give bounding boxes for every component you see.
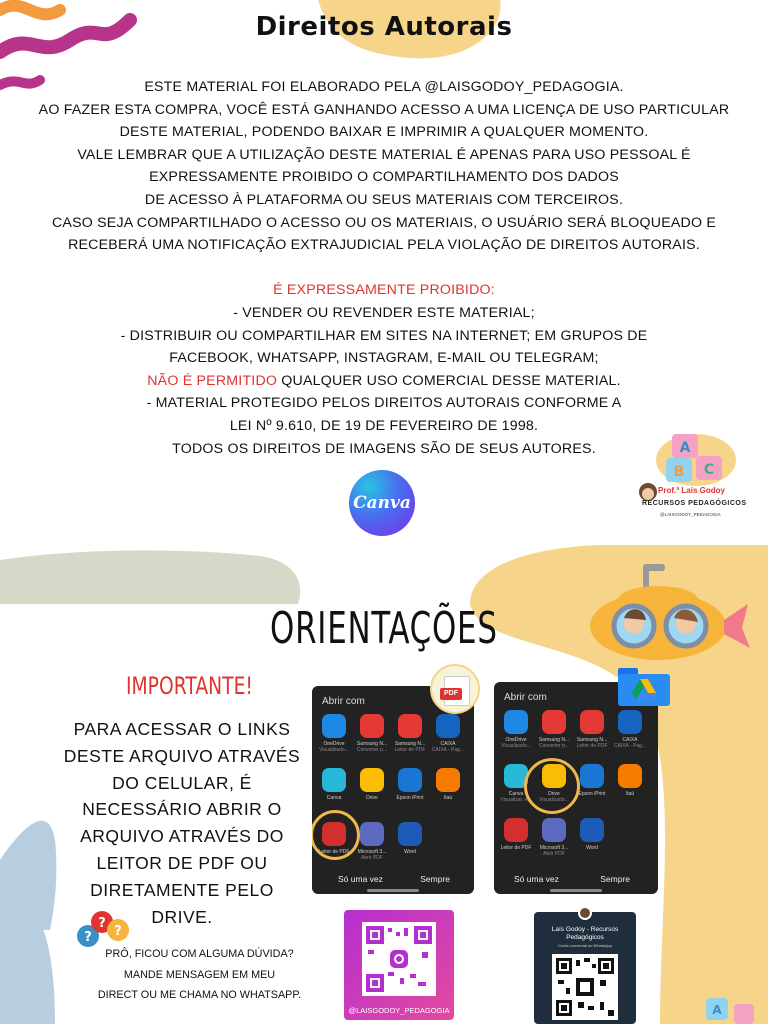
highlight-circle [524,758,580,814]
app-icon [618,764,642,788]
instagram-handle-label: @LAISGODOY_PEDAGOGIA [348,1006,450,1015]
help-line: MANDE MENSAGEM EM MEU [123,968,276,981]
app-icon [322,768,346,792]
app-icon [580,764,604,788]
app-label: Word [586,845,598,851]
always-button[interactable]: Sempre [600,874,630,884]
svg-text:A: A [712,1003,722,1017]
app-sublabel: Leitor de PDF [394,747,426,753]
app-label: Samsung N... [576,737,608,743]
whatsapp-qr-code [534,912,636,1024]
whatsapp-contact-sub: Conta comercial do WhatsApp [557,943,613,948]
always-button[interactable]: Sempre [420,874,450,884]
app-label: Epson iPrint [578,791,606,797]
just-once-button[interactable]: Só uma vez [514,874,559,884]
app-label: Epson iPrint [396,795,424,801]
app-label: Drive [548,791,560,797]
copyright-line: DE ACESSO À PLATAFORMA OU SEUS MATERIAIS COM TERCEIROS. [144,191,624,208]
svg-text:?: ? [84,930,92,945]
open-with-header: Abrir com [504,692,547,703]
brand-name: Prof.ª Laís Godoy [658,486,725,495]
app-label: OneDrive [505,737,527,743]
app-icon [580,710,604,734]
open-with-header: Abrir com [322,696,365,707]
app-sublabel: Converter p... [538,743,570,749]
svg-text:B: B [673,464,685,480]
app-label: Canva [508,791,524,797]
app-icon [360,822,384,846]
important-heading: IMPORTANTE! [126,672,253,700]
rule-line: FACEBOOK, WHATSAPP, INSTAGRAM, E-MAIL OU TELEGRAM; [169,350,599,367]
highlight-circle [312,810,360,860]
copyright-line: CASO SEJA COMPARTILHADO O ACESSO OU OS MATERIAIS, O USUÁRIO SERÁ BLOQUEADO E [51,214,717,231]
app-icon [542,710,566,734]
canva-logo-text: Canva [353,493,411,513]
brand-subtitle: RECURSOS PEDAGÓGICOS [642,500,747,507]
qr-pattern [556,958,614,1016]
app-sublabel: Visualizado... [501,743,531,749]
app-label: Canva [326,795,342,801]
copyright-line: RECEBERÁ UMA NOTIFICAÇÃO EXTRAJUDICIAL PELA VIOLAÇÃO DE DIREITOS AUTORAIS. [68,237,700,254]
home-indicator [367,889,419,892]
help-text [92,944,307,1006]
app-label: Drive [366,795,378,801]
svg-text:?: ? [98,916,106,931]
copyright-line: EXPRESSAMENTE PROIBIDO O COMPARTILHAMENTO DOS DADOS [149,169,619,186]
phone-screenshot-drive [494,682,658,894]
app-sublabel: Visualizar, e... [500,797,532,803]
app-option[interactable] [604,764,656,797]
instagram-qr-code [344,910,454,1020]
app-sublabel: Abrir PDF [543,851,565,857]
app-icon [504,818,528,842]
avatar [578,906,592,920]
app-label: Microsoft 3... [539,845,569,851]
app-label: Itaú [625,791,635,797]
app-icon [542,818,566,842]
app-sublabel: Abrir PDF [361,855,383,861]
app-icon [398,714,422,738]
submarine-illustration [588,562,752,672]
app-icon [360,768,384,792]
just-once-button[interactable]: Só uma vez [338,874,383,884]
pdf-file-icon: PDF [430,664,480,714]
app-icon [504,710,528,734]
app-label: Samsung N... [538,737,570,743]
app-icon [580,818,604,842]
app-icon [360,714,384,738]
svg-text:?: ? [114,924,122,939]
svg-text:C: C [703,462,715,478]
closing-line: TODOS OS DIREITOS DE IMAGENS SÃO DE SEUS AUTORES. [172,440,596,457]
app-label: CAIXA [622,737,638,743]
app-option[interactable] [384,822,436,855]
app-sublabel: Converter p... [356,747,388,753]
abc-blocks-icon [700,994,760,1024]
app-label: Leitor de PDF [318,849,350,855]
instruction-text: PARA ACESSAR O LINKS DESTE ARQUIVO ATRAVÉS DO CELULAR, É NECESSÁRIO ABRIR O ARQUIVO ATRAVÉS DO LEITOR DE PDF OU DIRETAMENTE PELO DRIVE. [63,719,301,927]
whatsapp-contact-name: Laís Godoy - Recursos Pedagógicos [551,926,619,941]
copyright-line: AO FAZER ESTA COMPRA, VOCÊ ESTÁ GANHANDO ACESSO A UMA LICENÇA DE USO PARTICULAR [38,101,730,118]
app-label: OneDrive [323,741,345,747]
app-label: Samsung N... [394,741,426,747]
copyright-text [20,76,748,460]
app-option[interactable] [422,768,474,801]
app-label: Leitor de PDF [500,845,532,851]
prohibited-heading: É EXPRESSAMENTE PROIBIDO: [273,282,495,299]
app-sublabel: Visualizado... [539,797,569,803]
phone-screenshot-pdf-reader [312,686,474,894]
brand-logo [636,430,756,526]
app-label: Word [404,849,416,855]
app-icon [398,768,422,792]
closing-line: - MATERIAL PROTEGIDO PELOS DIREITOS AUTORAIS CONFORME A [146,395,622,412]
closing-line: LEI Nº 9.610, DE 19 DE FEVEREIRO DE 1998. [229,417,539,434]
app-sublabel: Visualizado... [319,747,349,753]
canva-logo [349,470,415,536]
copyright-line: DESTE MATERIAL, PODENDO BAIXAR E IMPRIMIR A QUALQUER MOMENTO. [119,124,649,141]
app-label: Samsung N... [356,741,388,747]
help-line: PRÔ, FICOU COM ALGUMA DÚVIDA? [105,948,294,960]
brand-handle: @LAISGODOY_PEDAGOGIA [660,512,721,517]
rule-line: - DISTRIBUIR OU COMPARTILHAR EM SITES NA INTERNET; EM GRUPOS DE [120,327,648,344]
app-icon [436,768,460,792]
app-sublabel: Leitor de PDF [576,743,608,749]
copyright-line: ESTE MATERIAL FOI ELABORADO PELA @LAISGODOY_PEDAGOGIA. [144,79,624,95]
app-sublabel: CAIXA - Pag... [613,743,647,749]
app-icon [618,710,642,734]
qr-pattern [366,926,432,992]
app-option[interactable] [566,818,618,851]
not-allowed-rest: QUALQUER USO COMERCIAL DESSE MATERIAL. [277,372,621,389]
rule-line: - VENDER OU REVENDER ESTE MATERIAL; [233,304,535,321]
help-line: DIRECT OU ME CHAMA NO WHATSAPP. [97,989,302,1001]
app-option[interactable] [422,714,474,753]
app-icon [398,822,422,846]
orientations-title: ORIENTAÇÕES [270,603,498,654]
home-indicator [550,889,602,892]
app-icon [436,714,460,738]
drive-folder-icon [618,664,670,706]
svg-text:A: A [679,440,691,456]
app-label: CAIXA [440,741,456,747]
copyright-line: VALE LEMBRAR QUE A UTILIZAÇÃO DESTE MATERIAL É APENAS PARA USO PESSOAL É [77,146,691,163]
app-option[interactable] [604,710,656,749]
not-allowed-line [20,370,748,393]
whatsapp-qr-label [534,926,636,950]
app-sublabel: CAIXA - Pag... [431,747,465,753]
app-label: Itaú [443,795,453,801]
page-title: Direitos Autorais [255,12,513,42]
app-label: Microsoft 3... [357,849,387,855]
app-icon [322,714,346,738]
not-allowed-red: NÃO É PERMITIDO [147,372,278,389]
